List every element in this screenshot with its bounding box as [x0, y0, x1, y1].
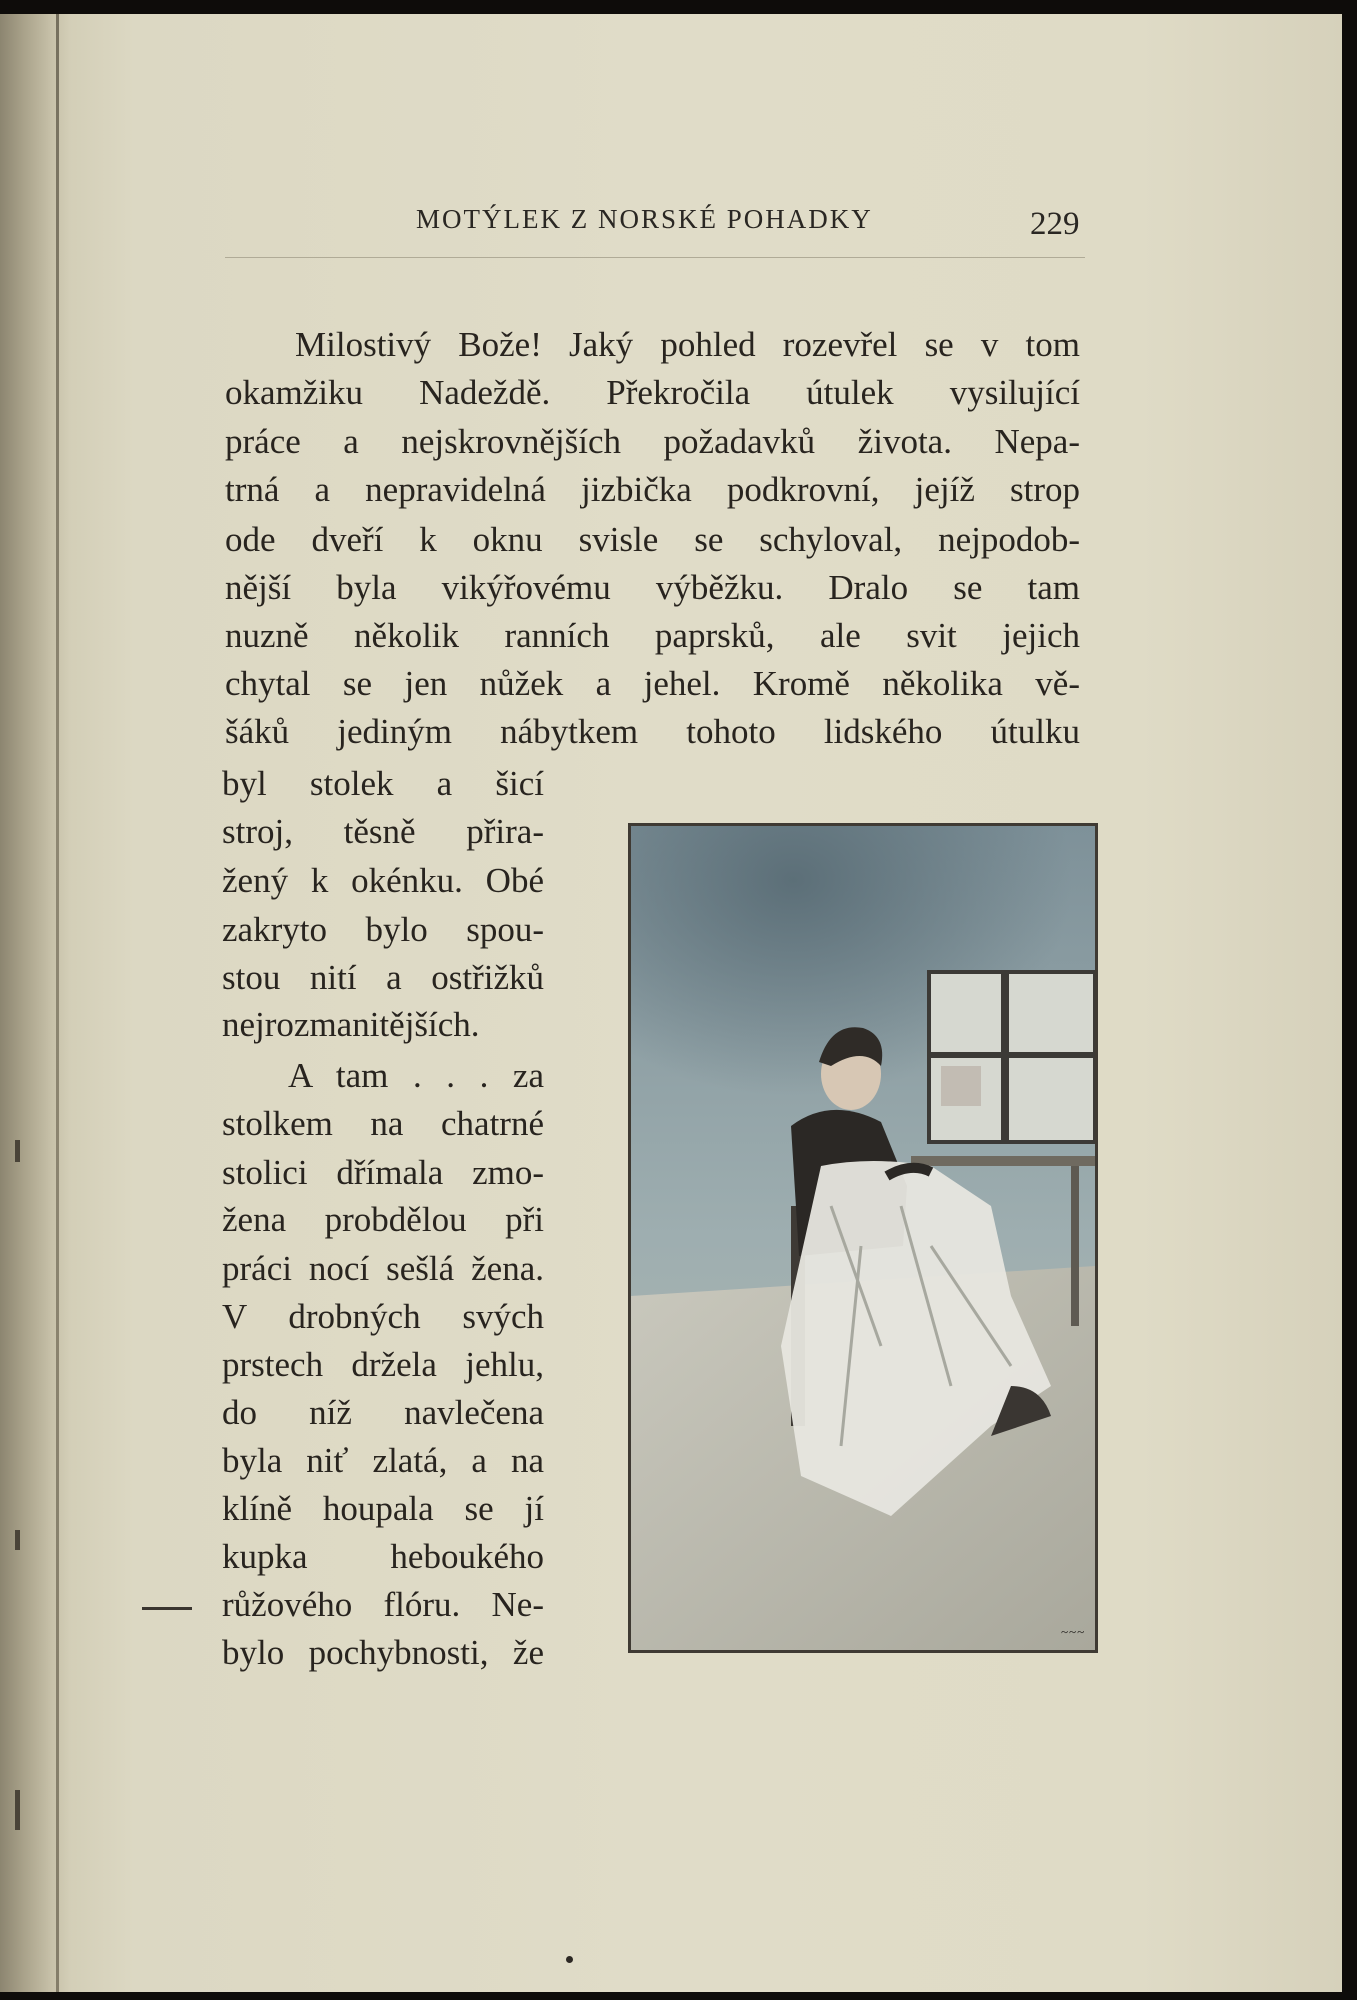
illustrator-signature: ~~~ — [1060, 1624, 1085, 1639]
column-line: žený k okénku. Obé — [222, 861, 544, 900]
column-line: práci nocí sešlá žena. — [222, 1249, 544, 1288]
column-line: A tam . . . za — [288, 1056, 544, 1095]
column-line: stolkem na chatrné — [222, 1104, 544, 1143]
column-line: růžového flóru. Ne- — [222, 1585, 544, 1624]
illustration-woman-sewing — [628, 823, 1098, 1653]
text-line: okamžiku Nadeždě. Překročila útulek vysilující — [225, 373, 1080, 412]
illustration-art — [631, 826, 1095, 1650]
column-line: žena probdělou při — [222, 1200, 544, 1239]
text-line: Milostivý Bože! Jaký pohled rozevřel se v tom — [295, 325, 1080, 364]
spine-crease — [56, 14, 59, 1992]
text-line: ode dveří k oknu svisle se schyloval, nejpodob- — [225, 520, 1080, 559]
column-line: stou nití a ostřižků — [222, 958, 544, 997]
header-rule — [225, 257, 1085, 258]
running-title: MOTÝLEK Z NORSKÉ POHADKY — [416, 204, 873, 234]
text-line: chytal se jen nůžek a jehel. Kromě několika vě- — [225, 664, 1080, 703]
column-line: stroj, těsně přira- — [222, 812, 544, 851]
text-line: práce a nejskrovnějších požadavků života. Nepa- — [225, 422, 1080, 461]
column-line: V drobných svých — [222, 1297, 544, 1336]
page-number: 229 — [1030, 206, 1080, 242]
column-line: klíně houpala se jí — [222, 1489, 544, 1528]
margin-dash — [142, 1607, 192, 1610]
page-dot — [566, 1956, 573, 1963]
text-line: nuzně několik ranních paprsků, ale svit jejich — [225, 616, 1080, 655]
spine-mark — [15, 1140, 20, 1162]
book-spine-shadow — [0, 14, 70, 1992]
column-line: nejrozmanitějších. — [222, 1005, 480, 1044]
text-line: trná a nepravidelná jizbička podkrovní, jejíž strop — [225, 470, 1080, 509]
column-line: byl stolek a šicí — [222, 764, 544, 803]
column-line: kupka heboukého — [222, 1537, 544, 1576]
column-line: byla niť zlatá, a na — [222, 1441, 544, 1480]
column-line: bylo pochybnosti, že — [222, 1633, 544, 1672]
column-line: zakryto bylo spou- — [222, 910, 544, 949]
spine-mark — [15, 1790, 20, 1830]
text-line: nější byla vikýřovému výběžku. Dralo se tam — [225, 568, 1080, 607]
text-line: šáků jediným nábytkem tohoto lidského útulku — [225, 712, 1080, 751]
column-line: do níž navlečena — [222, 1393, 544, 1432]
column-line: prstech držela jehlu, — [222, 1345, 544, 1384]
column-line: stolici dřímala zmo- — [222, 1153, 544, 1192]
page-edge — [1342, 0, 1357, 2000]
spine-mark — [15, 1530, 20, 1550]
